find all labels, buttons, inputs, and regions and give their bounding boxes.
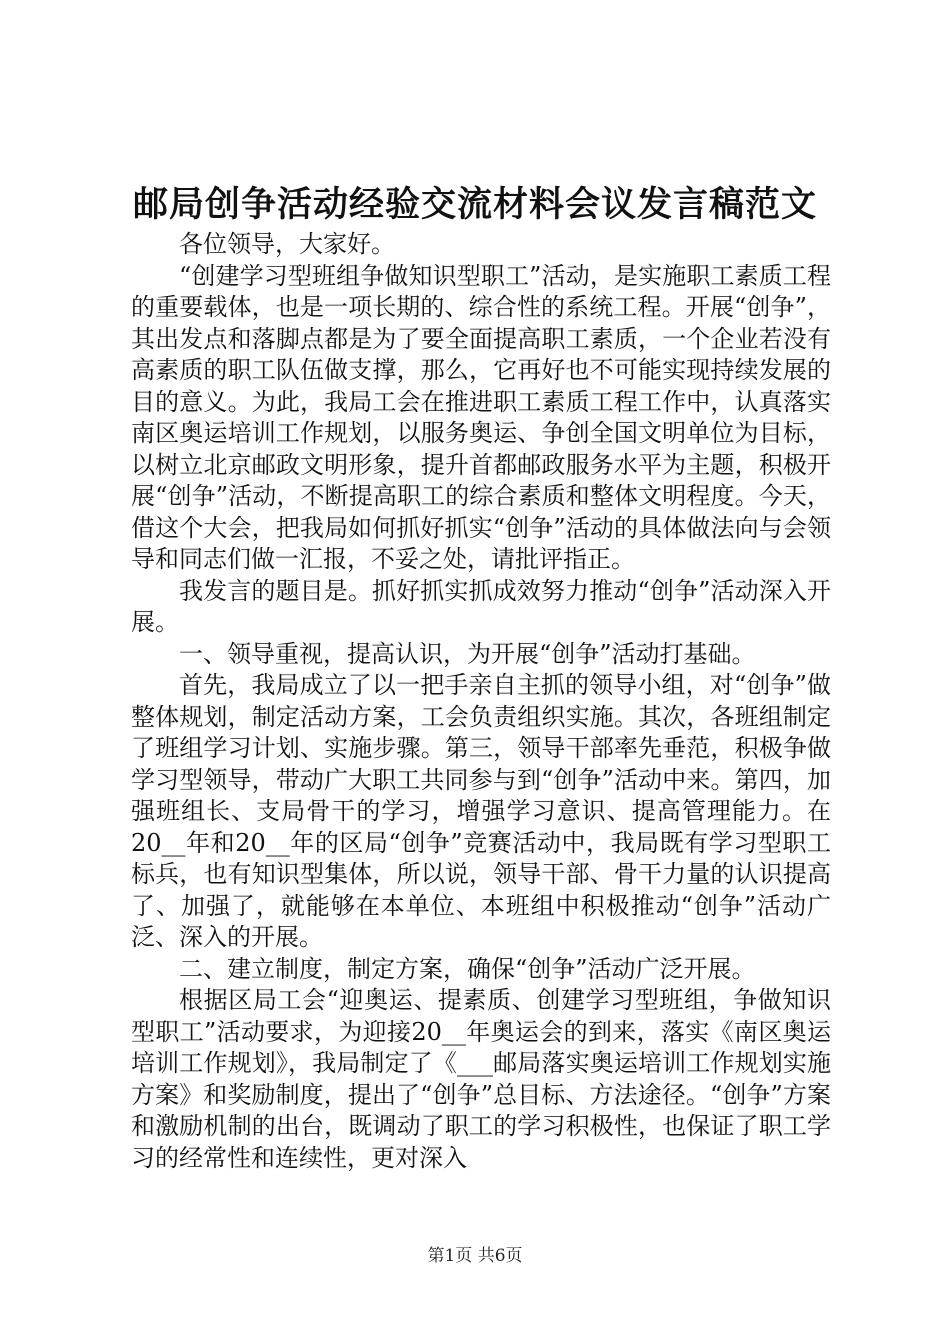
page-footer: 第1页 共6页 [427,1246,523,1266]
paragraph-topic: 我发言的题目是。抓好抓实抓成效努力推动“创争”活动深入开展。 [131,576,831,636]
paragraph-section-1: 首先，我局成立了以一把手亲自主抓的领导小组，对“创争”做整体规划，制定活动方案，工会负责组织实施。其次，各班组制定了班组学习计划、实施步骤。第三，领导干部率先垂范，积极争做学习型领导，带动广大职工共同参与到“创争”活动中来。第四，加强班组长、支局骨干的学习，增强学习意识、提高管理能力。在20__年和20__年的区局“创争”竞赛活动中，我局既有学习型职工标兵，也有知识型集体，所以说，领导干部、骨干力量的认识提高了、加强了，就能够在本单位、本班组中积极推动“创争”活动广泛、深入的开展。 [131,671,831,951]
paragraph-section-2: 根据区局工会“迎奥运、提素质、创建学习型班组，争做知识型职工”活动要求，为迎接20__年奥运会的到来，落实《南区奥运培训工作规划》，我局制定了《___邮局落实奥运培训工作规划实施方案》和奖励制度，提出了“创争”总目标、方法途径。“创争”方案和激励机制的出台，既调动了职工的学习积极性，也保证了职工学习的经常性和连续性，更对深入 [131,986,831,1172]
paragraph-greeting: 各位领导，大家好。 [179,230,395,258]
section-heading-2: 二、建立制度，制定方案，确保“创争”活动广泛开展。 [179,954,756,983]
document-body [131,229,831,1174]
document-title: 邮局创争活动经验交流材料会议发言稿范文 [132,184,817,225]
section-heading-1: 一、领导重视，提高认识，为开展“创争”活动打基础。 [179,639,756,668]
paragraph-intro: “创建学习型班组争做知识型职工”活动，是实施职工素质工程的重要载体，也是一项长期的、综合性的系统工程。开展“创争”，其出发点和落脚点都是为了要全面提高职工素质，一个企业若没有高素质的职工队伍做支撑，那么，它再好也不可能实现持续发展的目的意义。为此，我局工会在推进职工素质工程工作中，认真落实南区奥运培训工作规划，以服务奥运、争创全国文明单位为目标，以树立北京邮政文明形象，提升首都邮政服务水平为主题，积极开展“创争”活动，不断提高职工的综合素质和整体文明程度。今天，借这个大会，把我局如何抓好抓实“创争”活动的具体做法向与会领导和同志们做一汇报，不妥之处，请批评指正。 [131,261,831,573]
